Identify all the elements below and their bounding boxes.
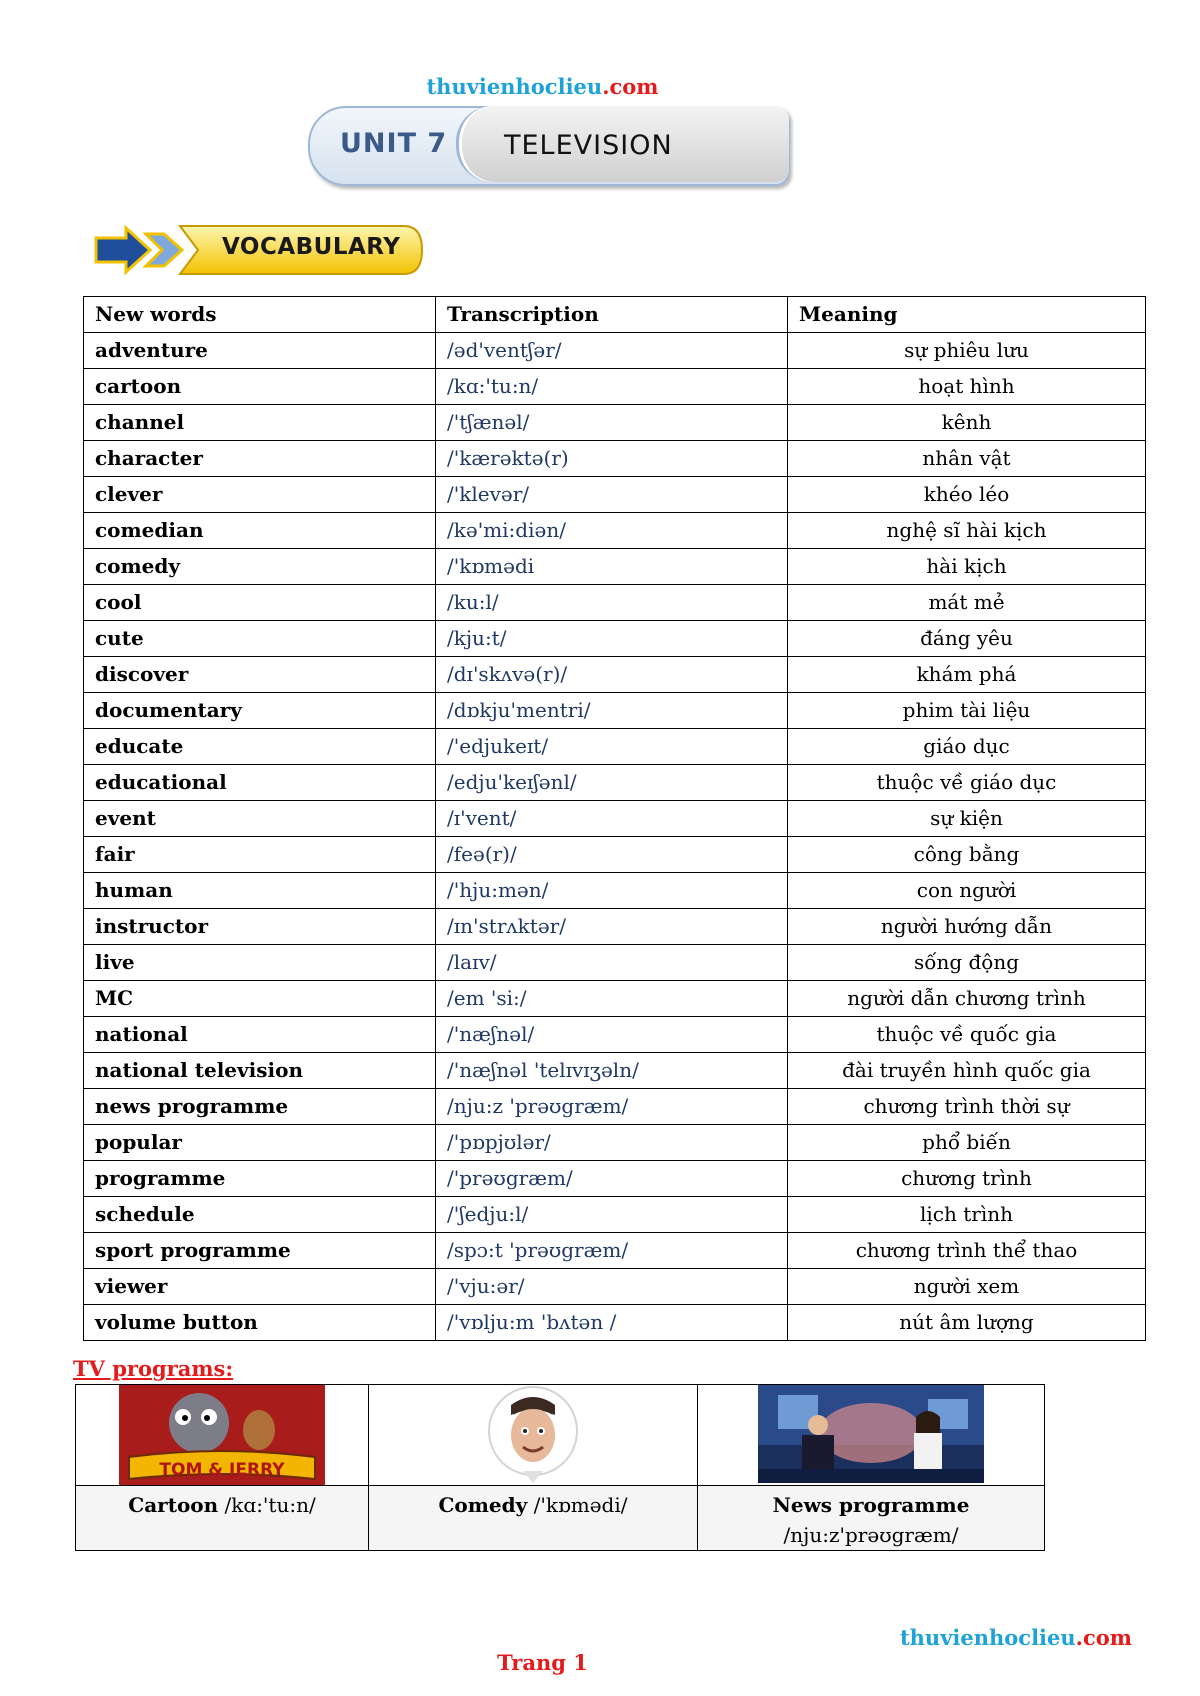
meaning-cell: con người bbox=[788, 873, 1146, 909]
word-cell: channel bbox=[84, 405, 436, 441]
word-cell: cartoon bbox=[84, 369, 436, 405]
transcription-cell: /ku:l/ bbox=[436, 585, 788, 621]
meaning-cell: đáng yêu bbox=[788, 621, 1146, 657]
tom-and-jerry-image bbox=[119, 1385, 325, 1485]
word-cell: instructor bbox=[84, 909, 436, 945]
cartoon-image-cell bbox=[76, 1385, 369, 1486]
meaning-cell: người hướng dẫn bbox=[788, 909, 1146, 945]
table-row bbox=[84, 945, 1146, 981]
meaning-cell: phổ biến bbox=[788, 1125, 1146, 1161]
table-header-row bbox=[84, 297, 1146, 333]
meaning-cell: sự phiêu lưu bbox=[788, 333, 1146, 369]
transcription-cell: /'vɒlju:m 'bʌtən / bbox=[436, 1305, 788, 1341]
transcription-cell: /'vju:ər/ bbox=[436, 1269, 788, 1305]
word-cell: human bbox=[84, 873, 436, 909]
transcription-cell: /edju'keɪʃənl/ bbox=[436, 765, 788, 801]
word-cell: sport programme bbox=[84, 1233, 436, 1269]
table-row bbox=[84, 765, 1146, 801]
column-header: New words bbox=[84, 297, 436, 333]
tv-programs-heading: TV programs: bbox=[73, 1356, 234, 1381]
meaning-cell: phim tài liệu bbox=[788, 693, 1146, 729]
word-cell: educate bbox=[84, 729, 436, 765]
table-row bbox=[84, 1017, 1146, 1053]
word-cell: news programme bbox=[84, 1089, 436, 1125]
meaning-cell: sống động bbox=[788, 945, 1146, 981]
meaning-cell: sự kiện bbox=[788, 801, 1146, 837]
meaning-cell: nhân vật bbox=[788, 441, 1146, 477]
word-cell: schedule bbox=[84, 1197, 436, 1233]
transcription-cell: /kɑ:'tu:n/ bbox=[436, 369, 788, 405]
table-row bbox=[84, 657, 1146, 693]
transcription-cell: /'ʃedju:l/ bbox=[436, 1197, 788, 1233]
table-row bbox=[84, 477, 1146, 513]
transcription-cell: /'næʃnəl 'telɪvɪʒəln/ bbox=[436, 1053, 788, 1089]
page-number: Trang 1 bbox=[497, 1650, 588, 1675]
comedy-image-cell bbox=[369, 1385, 698, 1486]
transcription-cell: /kju:t/ bbox=[436, 621, 788, 657]
unit-title: TELEVISION bbox=[504, 130, 673, 161]
site-watermark-bottom: thuvienhoclieu.com bbox=[899, 1625, 1132, 1650]
table-row bbox=[84, 369, 1146, 405]
comedian-face-image bbox=[483, 1385, 583, 1485]
word-cell: comedy bbox=[84, 549, 436, 585]
table-row bbox=[84, 729, 1146, 765]
word-cell: MC bbox=[84, 981, 436, 1017]
vocabulary-header bbox=[94, 224, 424, 276]
meaning-cell: đài truyền hình quốc gia bbox=[788, 1053, 1146, 1089]
news-image-cell bbox=[698, 1385, 1045, 1486]
image-row bbox=[76, 1385, 1045, 1486]
word-cell: documentary bbox=[84, 693, 436, 729]
meaning-cell: chương trình bbox=[788, 1161, 1146, 1197]
transcription-cell: /'prəʊgræm/ bbox=[436, 1161, 788, 1197]
meaning-cell: thuộc về giáo dục bbox=[788, 765, 1146, 801]
word-cell: cool bbox=[84, 585, 436, 621]
meaning-cell: thuộc về quốc gia bbox=[788, 1017, 1146, 1053]
word-cell: national television bbox=[84, 1053, 436, 1089]
transcription-cell: /em 'si:/ bbox=[436, 981, 788, 1017]
meaning-cell: người xem bbox=[788, 1269, 1146, 1305]
table-row bbox=[84, 1053, 1146, 1089]
table-row bbox=[84, 513, 1146, 549]
transcription-cell: /'klevər/ bbox=[436, 477, 788, 513]
transcription-cell: /ɪn'strʌktər/ bbox=[436, 909, 788, 945]
tv-programs-table bbox=[75, 1384, 1045, 1551]
table-row bbox=[84, 837, 1146, 873]
meaning-cell: chương trình thể thao bbox=[788, 1233, 1146, 1269]
table-row bbox=[84, 1089, 1146, 1125]
caption-row bbox=[76, 1486, 1045, 1551]
word-cell: popular bbox=[84, 1125, 436, 1161]
meaning-cell: hài kịch bbox=[788, 549, 1146, 585]
site-watermark-top: thuvienhoclieu.com bbox=[426, 74, 659, 99]
meaning-cell: hoạt hình bbox=[788, 369, 1146, 405]
transcription-cell: /'tʃænəl/ bbox=[436, 405, 788, 441]
table-row bbox=[84, 801, 1146, 837]
unit-banner bbox=[308, 106, 788, 184]
transcription-cell: /spɔ:t 'prəʊgræm/ bbox=[436, 1233, 788, 1269]
word-cell: discover bbox=[84, 657, 436, 693]
unit-label: UNIT 7 bbox=[340, 128, 448, 159]
meaning-cell: lịch trình bbox=[788, 1197, 1146, 1233]
transcription-cell: /dɒkju'mentri/ bbox=[436, 693, 788, 729]
word-cell: event bbox=[84, 801, 436, 837]
meaning-cell: mát mẻ bbox=[788, 585, 1146, 621]
table-row bbox=[84, 549, 1146, 585]
transcription-cell: /ɪ'vent/ bbox=[436, 801, 788, 837]
meaning-cell: chương trình thời sự bbox=[788, 1089, 1146, 1125]
table-row bbox=[84, 1305, 1146, 1341]
table-row bbox=[84, 1233, 1146, 1269]
meaning-cell: nút âm lượng bbox=[788, 1305, 1146, 1341]
word-cell: programme bbox=[84, 1161, 436, 1197]
vocabulary-table bbox=[83, 296, 1146, 1341]
table-row bbox=[84, 1161, 1146, 1197]
word-cell: comedian bbox=[84, 513, 436, 549]
comedy-caption: Comedy /'kɒmədi/ bbox=[369, 1486, 698, 1551]
transcription-cell: /'hju:mən/ bbox=[436, 873, 788, 909]
word-cell: volume button bbox=[84, 1305, 436, 1341]
word-cell: national bbox=[84, 1017, 436, 1053]
table-row bbox=[84, 873, 1146, 909]
word-cell: adventure bbox=[84, 333, 436, 369]
meaning-cell: nghệ sĩ hài kịch bbox=[788, 513, 1146, 549]
cartoon-caption: Cartoon /kɑ:'tu:n/ bbox=[76, 1486, 369, 1551]
meaning-cell: công bằng bbox=[788, 837, 1146, 873]
table-row bbox=[84, 441, 1146, 477]
table-row bbox=[84, 405, 1146, 441]
vocabulary-rows bbox=[84, 333, 1146, 1341]
word-cell: fair bbox=[84, 837, 436, 873]
transcription-cell: /laɪv/ bbox=[436, 945, 788, 981]
table-row bbox=[84, 333, 1146, 369]
transcription-cell: /dɪ'skʌvə(r)/ bbox=[436, 657, 788, 693]
meaning-cell: kênh bbox=[788, 405, 1146, 441]
transcription-cell: /nju:z 'prəʊgræm/ bbox=[436, 1089, 788, 1125]
meaning-cell: khéo léo bbox=[788, 477, 1146, 513]
table-row bbox=[84, 1269, 1146, 1305]
vocabulary-title: VOCABULARY bbox=[222, 234, 401, 260]
transcription-cell: /'næʃnəl/ bbox=[436, 1017, 788, 1053]
svg-text:TOM & JERRY: TOM & JERRY bbox=[159, 1460, 285, 1480]
table-row bbox=[84, 1125, 1146, 1161]
table-row bbox=[84, 909, 1146, 945]
news-studio-image bbox=[758, 1385, 984, 1483]
word-cell: live bbox=[84, 945, 436, 981]
table-row bbox=[84, 585, 1146, 621]
table-row bbox=[84, 981, 1146, 1017]
meaning-cell: khám phá bbox=[788, 657, 1146, 693]
word-cell: cute bbox=[84, 621, 436, 657]
word-cell: clever bbox=[84, 477, 436, 513]
column-header: Meaning bbox=[788, 297, 1146, 333]
table-row bbox=[84, 1197, 1146, 1233]
table-row bbox=[84, 621, 1146, 657]
word-cell: educational bbox=[84, 765, 436, 801]
transcription-cell: /əd'ventʃər/ bbox=[436, 333, 788, 369]
transcription-cell: /kə'mi:diən/ bbox=[436, 513, 788, 549]
column-header: Transcription bbox=[436, 297, 788, 333]
news-caption: News programme /nju:z'prəʊgræm/ bbox=[698, 1486, 1045, 1551]
transcription-cell: /'kærəktə(r) bbox=[436, 441, 788, 477]
transcription-cell: /'pɒpjʊlər/ bbox=[436, 1125, 788, 1161]
transcription-cell: /'kɒmədi bbox=[436, 549, 788, 585]
word-cell: character bbox=[84, 441, 436, 477]
table-row bbox=[84, 693, 1146, 729]
transcription-cell: /feə(r)/ bbox=[436, 837, 788, 873]
meaning-cell: giáo dục bbox=[788, 729, 1146, 765]
meaning-cell: người dẫn chương trình bbox=[788, 981, 1146, 1017]
transcription-cell: /'edjukeɪt/ bbox=[436, 729, 788, 765]
word-cell: viewer bbox=[84, 1269, 436, 1305]
